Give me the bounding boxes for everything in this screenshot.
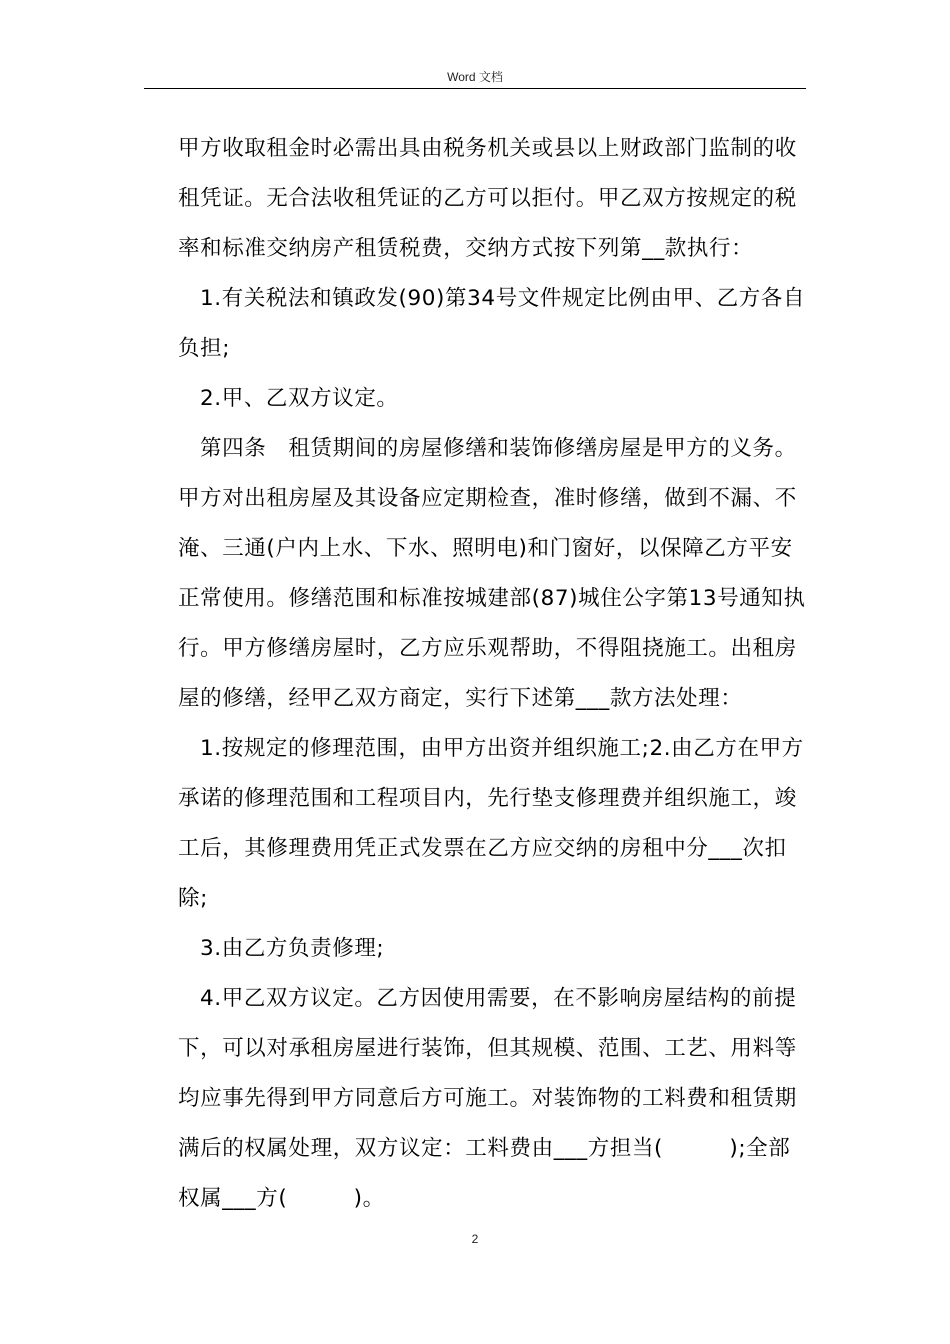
- paragraph-rent-receipt: 甲方收取租金时必需出具由税务机关或县以上财政部门监制的收租凭证。无合法收租凭证的乙方可以拒付。甲乙双方按规定的税率和标准交纳房产租赁税费，交纳方式按下列第__款执行：: [178, 136, 797, 261]
- paragraph-repair-item-4: 4.甲乙双方议定。乙方因使用需要，在不影响房屋结构的前提下，可以对承租房屋进行装饰，但其规模、范围、工艺、用料等均应事先得到甲方同意后方可施工。对装饰物的工料费和租赁期满后的权属处理，双方议定：工料费由___方担当( );全部权属___方( )。: [178, 986, 797, 1211]
- header-title: Word 文档: [447, 70, 503, 84]
- page-number: 2: [471, 1232, 479, 1246]
- paragraph-tax-item-2: 2.甲、乙双方议定。: [200, 386, 399, 411]
- paragraph-repair-item-1-2: 1.按规定的修理范围，由甲方出资并组织施工;2.由乙方在甲方承诺的修理范围和工程项目内，先行垫支修理费并组织施工，竣工后，其修理费用凭正式发票在乙方应交纳的房租中分___次扣除;: [178, 736, 804, 911]
- paragraph-tax-item-1: 1.有关税法和镇政发(90)第34号文件规定比例由甲、乙方各自负担;: [178, 286, 806, 361]
- paragraph-repair-item-3: 3.由乙方负责修理;: [200, 936, 385, 961]
- page-footer: [0, 1228, 950, 1247]
- document-body: [178, 124, 808, 1224]
- page-header: [144, 66, 806, 89]
- paragraph-article-four: 第四条 租赁期间的房屋修缮和装饰修缮房屋是甲方的义务。甲方对出租房屋及其设备应定期检查，准时修缮，做到不漏、不淹、三通(户内上水、下水、照明电)和门窗好，以保障乙方平安正常使用。修缮范围和标准按城建部(87)城住公字第13号通知执行。甲方修缮房屋时，乙方应乐观帮助，不得阻挠施工。出租房屋的修缮，经甲乙双方商定，实行下述第___款方法处理：: [178, 436, 806, 711]
